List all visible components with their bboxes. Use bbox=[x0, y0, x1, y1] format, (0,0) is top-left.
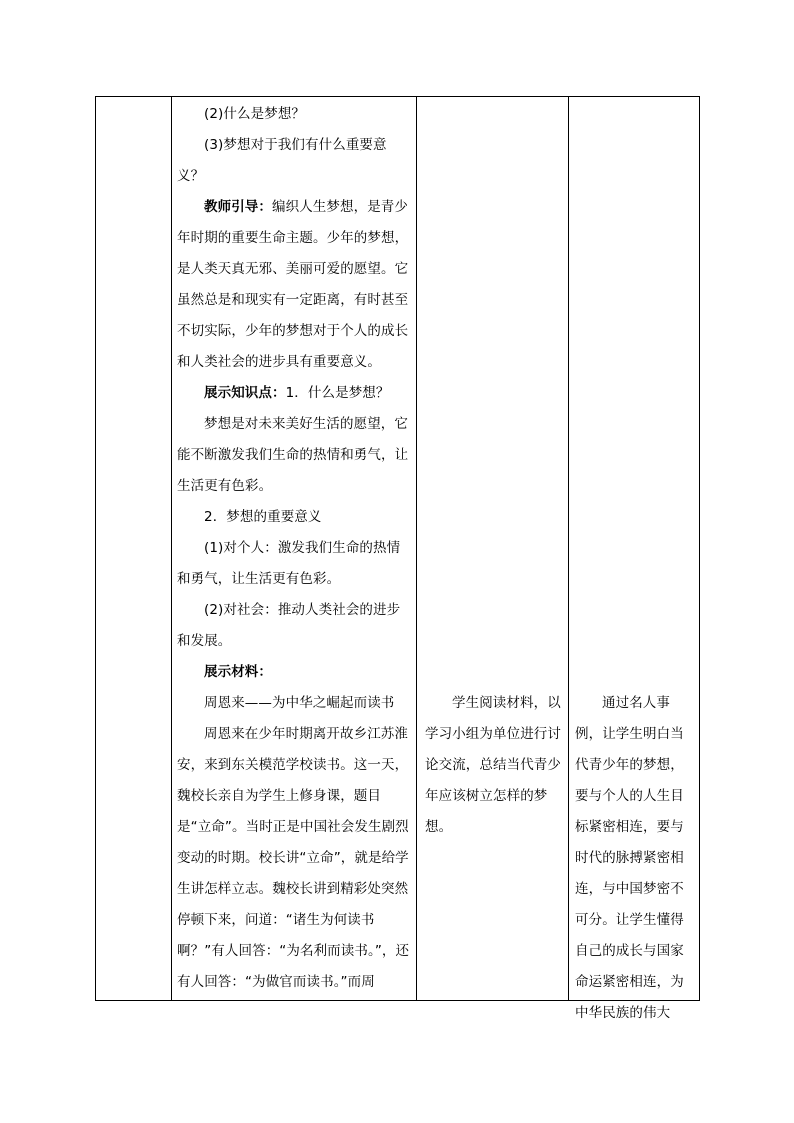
student-activity-text: 学生阅读材料，以学习小组为单位进行讨论交流，总结当代青少年应该树立怎样的梦想。 bbox=[425, 695, 561, 835]
story-text: 周恩来在少年时期离开故乡江苏淮安，来到东关模范学校读书。这一天，魏校长亲自为学生上修身课，题目是“立命”。当时正是中国社会发生剧烈变动的时期。校长讲“立命”，就是给学生讲怎样立志。魏校长讲到精彩处突然停顿下来，问道：“诸生为何读书啊？”有人回答：“为名利而读书。”，还有人回答：“为做官而读书。”而周 bbox=[177, 726, 410, 990]
material-heading bbox=[177, 657, 410, 688]
lesson-table bbox=[95, 96, 700, 1021]
question-2: (2)什么是梦想？ bbox=[204, 106, 306, 122]
design-intent-text: 通过名人事例，让学生明白当代青少年的梦想，要与个人的人生目标紧密相连，要与时代的脉搏紧密相连，与中国梦密不可分。让学生懂得自己的成长与国家命运紧密相连，为中华民族的伟大 bbox=[575, 695, 684, 1021]
design-intent-cell bbox=[569, 688, 700, 1029]
teacher-guide-label: 教师引导： bbox=[204, 199, 272, 215]
significance-individual: (1)对个人：激发我们生命的热情和勇气，让生活更有色彩。 bbox=[177, 540, 401, 587]
material-label: 展示材料： bbox=[204, 664, 272, 680]
teacher-guide bbox=[177, 192, 410, 378]
knowledge-point-title: 1．什么是梦想？ bbox=[285, 385, 390, 401]
column-divider bbox=[416, 97, 417, 1000]
student-activity-cell bbox=[417, 688, 568, 843]
dream-significance-title: 2．梦想的重要意义 bbox=[204, 509, 322, 525]
question-3: (3)梦想对于我们有什么重要意义？ bbox=[177, 137, 387, 184]
teacher-guide-text: 编织人生梦想，是青少年时期的重要生命主题。少年的梦想，是人类天真无邪、美丽可爱的愿望。它虽然总是和现实有一定距离，有时甚至不切实际，少年的梦想对于个人的成长和人类社会的进步具有重要意义。 bbox=[177, 199, 409, 370]
teaching-process-cell bbox=[171, 99, 416, 998]
significance-society: (2)对社会：推动人类社会的进步和发展。 bbox=[177, 602, 401, 649]
dream-definition: 梦想是对未来美好生活的愿望，它能不断激发我们生命的热情和勇气，让生活更有色彩。 bbox=[177, 416, 409, 494]
knowledge-point-heading bbox=[177, 378, 410, 409]
knowledge-point-label: 展示知识点： bbox=[204, 385, 286, 401]
story-title: 周恩来——为中华之崛起而读书 bbox=[204, 695, 395, 711]
